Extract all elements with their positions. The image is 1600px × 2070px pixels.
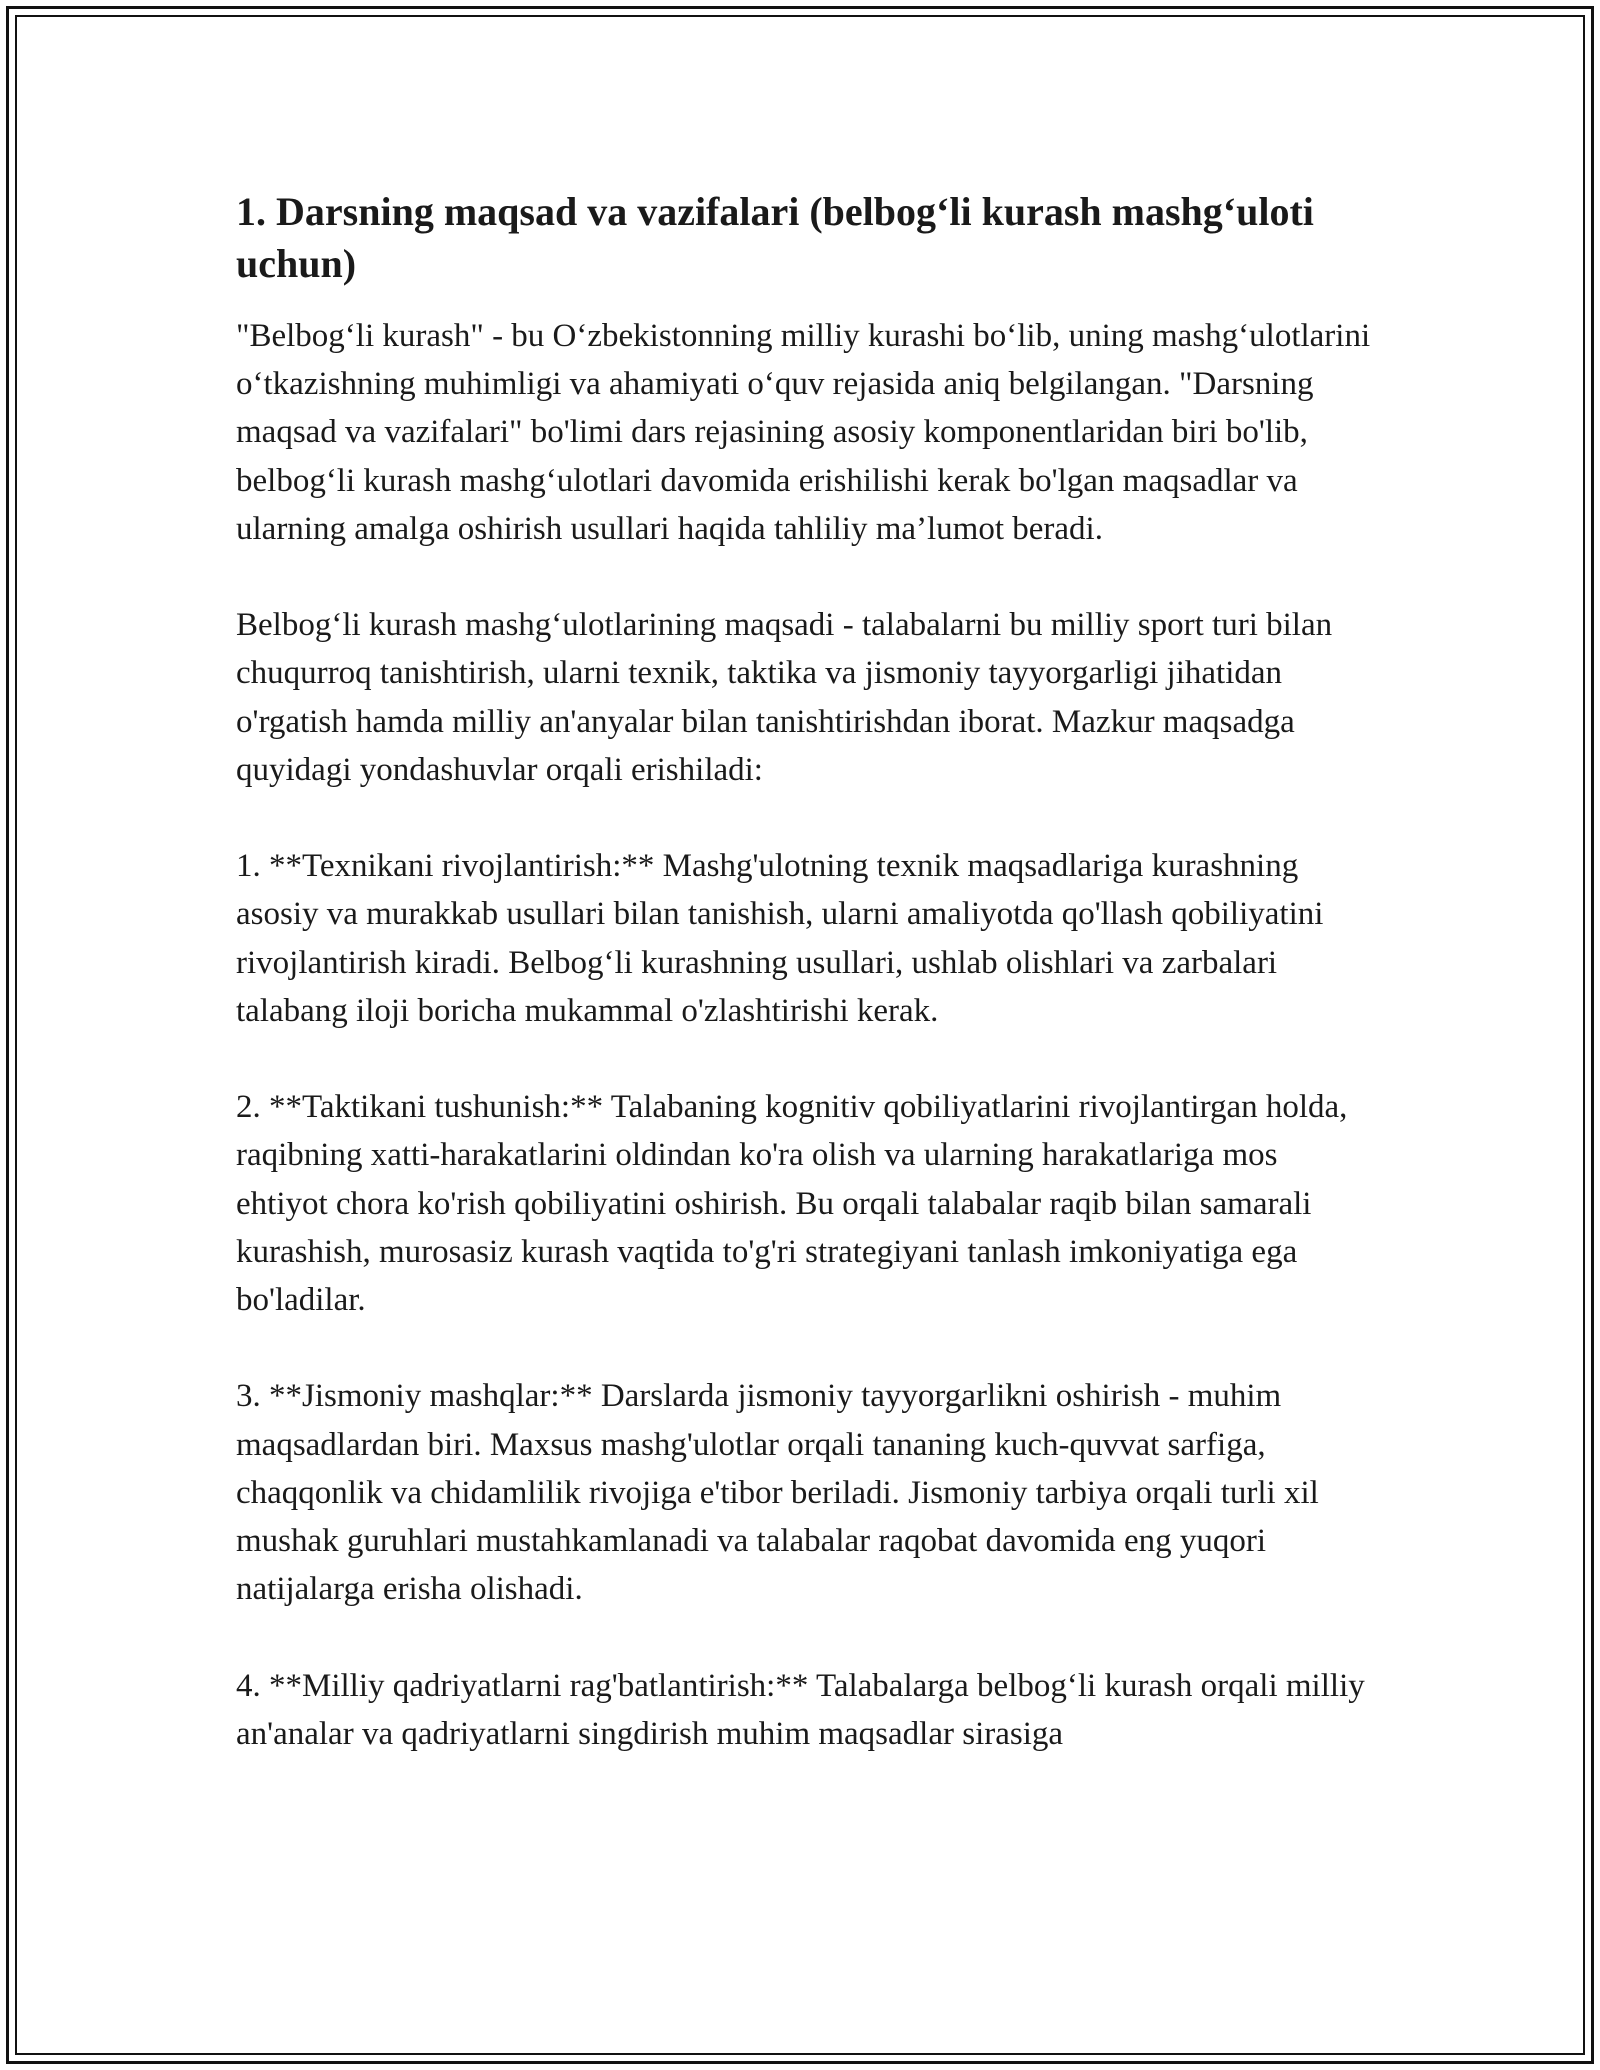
document-page [236, 186, 1376, 1806]
list-item-tactics: 2. **Taktikani tushunish:** Talabaning kognitiv qobiliyatlarini rivojlantirgan holda, raqibning xatti-harakatlarini oldindan ko'ra olish va ularning harakatlariga mos ehtiyot chora ko'rish qobiliyatini oshirish. Bu orqali talabalar raqib bilan samarali kurashish, murosasiz kurash vaqtida to'g'ri strategiyani tanlash imkoniyatiga ega bo'ladilar. [236, 1089, 1348, 1319]
goal-paragraph: Belbog‘li kurash mashg‘ulotlarining maqsadi - talabalarni bu milliy sport turi bilan chuqurroq tanishtirish, ularni texnik, taktika va jismoniy tayyorgarligi jihatidan o'rgatish hamda milliy an'anyalar bilan tanishtirishdan iborat. Mazkur maqsadga quyidagi yondashuvlar orqali erishiladi: [236, 607, 1333, 788]
list-item-technique: 1. **Texnikani rivojlantirish:** Mashg'ulotning texnik maqsadlariga kurashning asosiy va murakkab usullari bilan tanishish, ularni amaliyotda qo'llash qobiliyatini rivojlantirish kiradi. Belbog‘li kurashning usullari, ushlab olishlari va zarbalari talabang iloji boricha mukammal o'zlashtirishi kerak. [236, 848, 1324, 1029]
list-item-physical: 3. **Jismoniy mashqlar:** Darslarda jismoniy tayyorgarlikni oshirish - muhim maqsadlardan biri. Maxsus mashg'ulotlar orqali tananing kuch-quvvat sarfiga, chaqqonlik va chidamlilik rivojiga e'tibor beriladi. Jismoniy tarbiya orqali turli xil mushak guruhlari mustahkamlanadi va talabalar raqobat davomida eng yuqori natijalarga erisha olishadi. [236, 1378, 1319, 1608]
section-heading: 1. Darsning maqsad va vazifalari (belbog‘li kurash mashg‘uloti uchun) [236, 189, 1314, 286]
list-item-national-values: 4. **Milliy qadriyatlarni rag'batlantirish:** Talabalarga belbog‘li kurash orqali milliy an'analar va qadriyatlarni singdirish muhim maqsadlar sirasiga [236, 1667, 1365, 1752]
intro-paragraph: "Belbog‘li kurash" - bu O‘zbekistonning milliy kurashi bo‘lib, uning mashg‘ulotlarini o‘tkazishning muhimligi va ahamiyati o‘quv rejasida aniq belgilangan. "Darsning maqsad va vazifalari" bo'limi dars rejasining asosiy komponentlaridan biri bo'lib, belbog‘li kurash mashg‘ulotlari davomida erishilishi kerak bo'lgan maqsadlar va ularning amalga oshirish usullari haqida tahliliy ma’lumot beradi. [236, 318, 1371, 547]
